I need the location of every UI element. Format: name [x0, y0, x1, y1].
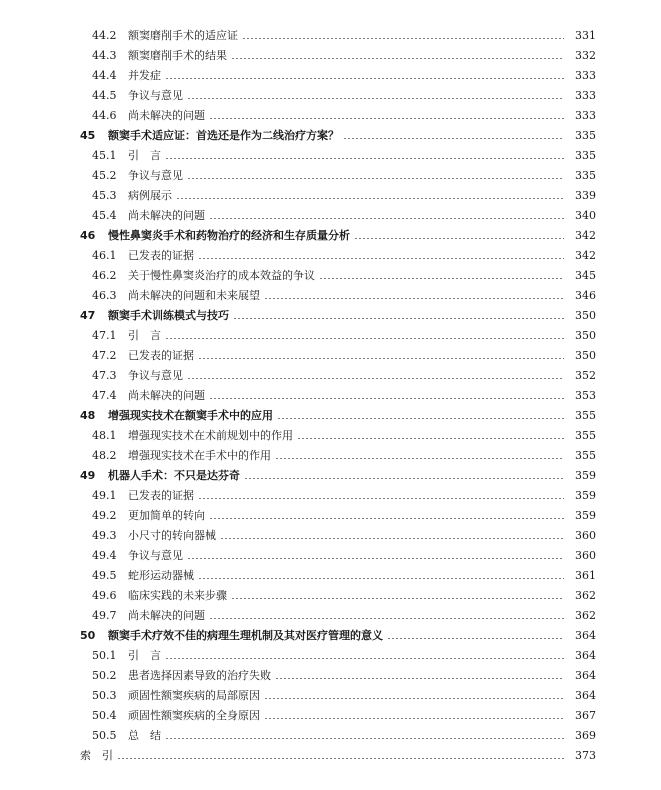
toc-entry-page-number: 350 [575, 309, 596, 322]
toc-entry-page-number: 369 [575, 729, 596, 742]
dot-leader [198, 498, 564, 499]
dot-leader [319, 278, 564, 279]
toc-entry-number: 48.1 [92, 429, 117, 442]
toc-entry-page-number: 367 [575, 709, 596, 722]
toc-entry-page-number: 359 [575, 469, 596, 482]
toc-entry-title: 顽固性额窦疾病的全身原因 [128, 709, 260, 722]
dot-leader [220, 538, 564, 539]
toc-entry-title: 额窦磨削手术的适应证 [128, 29, 238, 42]
toc-entry-title: 尚未解决的问题 [128, 109, 205, 122]
toc-section-entry [0, 366, 661, 386]
toc-section-entry [0, 106, 661, 126]
toc-entry-title: 尚未解决的问题 [128, 609, 205, 622]
toc-chapter-entry [0, 626, 661, 646]
toc-section-entry [0, 506, 661, 526]
toc-entry-number: 45.3 [92, 189, 117, 202]
toc-entry-title: 引 言 [128, 329, 161, 342]
toc-entry-page-number: 345 [575, 269, 596, 282]
toc-entry-page-number: 350 [575, 349, 596, 362]
toc-entry-number: 44.4 [92, 69, 117, 82]
dot-leader [187, 178, 564, 179]
toc-section-entry [0, 546, 661, 566]
toc-entry-title: 争议与意见 [128, 369, 183, 382]
toc-entry-number: 45.4 [92, 209, 117, 222]
dot-leader [165, 158, 564, 159]
toc-entry-title: 尚未解决的问题 [128, 389, 205, 402]
toc-entry-title: 蛇形运动器械 [128, 569, 194, 582]
toc-entry-number: 47.4 [92, 389, 117, 402]
toc-entry-number: 50 [80, 629, 96, 642]
table-of-contents [0, 26, 661, 766]
toc-entry-number: 44.5 [92, 89, 117, 102]
toc-entry-page-number: 342 [575, 229, 596, 242]
toc-chapter-entry [0, 126, 661, 146]
toc-entry-title: 临床实践的未来步骤 [128, 589, 227, 602]
toc-section-entry [0, 26, 661, 46]
toc-entry-number: 49 [80, 469, 96, 482]
toc-index-entry [0, 746, 661, 766]
toc-entry-page-number: 364 [575, 669, 596, 682]
toc-section-entry [0, 686, 661, 706]
toc-entry-title: 额窦磨削手术的结果 [128, 49, 227, 62]
toc-entry-page-number: 360 [575, 529, 596, 542]
dot-leader [198, 358, 564, 359]
toc-entry-title: 争议与意见 [128, 89, 183, 102]
dot-leader [117, 758, 564, 759]
toc-chapter-entry [0, 466, 661, 486]
toc-entry-page-number: 362 [575, 609, 596, 622]
toc-entry-number: 48 [80, 409, 96, 422]
toc-entry-title: 增强现实技术在额窦手术中的应用 [108, 409, 273, 422]
toc-entry-title: 额窦手术训练模式与技巧 [108, 309, 229, 322]
toc-entry-title: 并发症 [128, 69, 161, 82]
toc-entry-title: 病例展示 [128, 189, 172, 202]
toc-entry-title: 增强现实技术在手术中的作用 [128, 449, 271, 462]
toc-chapter-entry [0, 306, 661, 326]
dot-leader [198, 258, 564, 259]
dot-leader [242, 38, 564, 39]
toc-entry-page-number: 355 [575, 449, 596, 462]
toc-entry-title: 尚未解决的问题和未来展望 [128, 289, 260, 302]
dot-leader [209, 618, 564, 619]
toc-entry-number: 46 [80, 229, 96, 242]
toc-entry-title: 小尺寸的转向器械 [128, 529, 216, 542]
toc-section-entry [0, 726, 661, 746]
toc-entry-title: 引 言 [128, 649, 161, 662]
toc-section-entry [0, 326, 661, 346]
toc-entry-page-number: 353 [575, 389, 596, 402]
dot-leader [233, 318, 564, 319]
dot-leader [244, 478, 564, 479]
toc-entry-number: 49.1 [92, 489, 117, 502]
toc-entry-title: 索 引 [80, 749, 113, 762]
toc-entry-page-number: 364 [575, 649, 596, 662]
dot-leader [264, 718, 564, 719]
dot-leader [209, 218, 564, 219]
toc-chapter-entry [0, 406, 661, 426]
toc-entry-page-number: 373 [575, 749, 596, 762]
toc-section-entry [0, 46, 661, 66]
toc-entry-page-number: 360 [575, 549, 596, 562]
toc-entry-number: 49.2 [92, 509, 117, 522]
toc-entry-page-number: 364 [575, 689, 596, 702]
toc-entry-page-number: 339 [575, 189, 596, 202]
toc-entry-number: 47.2 [92, 349, 117, 362]
dot-leader [275, 678, 564, 679]
toc-entry-title: 尚未解决的问题 [128, 209, 205, 222]
toc-entry-title: 更加简单的转向 [128, 509, 205, 522]
dot-leader [275, 458, 564, 459]
toc-entry-number: 49.4 [92, 549, 117, 562]
toc-entry-number: 49.7 [92, 609, 117, 622]
toc-entry-page-number: 361 [575, 569, 596, 582]
toc-section-entry [0, 246, 661, 266]
dot-leader [176, 198, 564, 199]
toc-section-entry [0, 206, 661, 226]
toc-entry-page-number: 352 [575, 369, 596, 382]
toc-entry-number: 50.2 [92, 669, 117, 682]
toc-entry-title: 引 言 [128, 149, 161, 162]
toc-entry-number: 47.3 [92, 369, 117, 382]
dot-leader [277, 418, 564, 419]
toc-entry-page-number: 340 [575, 209, 596, 222]
toc-entry-number: 49.3 [92, 529, 117, 542]
toc-section-entry [0, 66, 661, 86]
toc-entry-title: 关于慢性鼻窦炎治疗的成本效益的争议 [128, 269, 315, 282]
toc-section-entry [0, 646, 661, 666]
toc-entry-page-number: 335 [575, 129, 596, 142]
dot-leader [264, 698, 564, 699]
dot-leader [354, 238, 564, 239]
dot-leader [231, 58, 564, 59]
toc-entry-page-number: 350 [575, 329, 596, 342]
toc-entry-number: 50.1 [92, 649, 117, 662]
toc-entry-page-number: 342 [575, 249, 596, 262]
toc-entry-page-number: 359 [575, 489, 596, 502]
toc-entry-page-number: 362 [575, 589, 596, 602]
dot-leader [165, 338, 564, 339]
toc-entry-page-number: 333 [575, 69, 596, 82]
toc-entry-number: 50.3 [92, 689, 117, 702]
toc-entry-title: 已发表的证据 [128, 349, 194, 362]
toc-section-entry [0, 526, 661, 546]
dot-leader [209, 118, 564, 119]
toc-entry-title: 已发表的证据 [128, 489, 194, 502]
toc-entry-number: 44.6 [92, 109, 117, 122]
dot-leader [198, 578, 564, 579]
toc-entry-title: 额窦手术疗效不佳的病理生理机制及其对医疗管理的意义 [108, 629, 383, 642]
dot-leader [187, 98, 564, 99]
toc-entry-number: 45.1 [92, 149, 117, 162]
toc-section-entry [0, 446, 661, 466]
toc-section-entry [0, 346, 661, 366]
dot-leader [231, 598, 564, 599]
dot-leader [264, 298, 564, 299]
toc-section-entry [0, 706, 661, 726]
toc-entry-title: 顽固性额窦疾病的局部原因 [128, 689, 260, 702]
toc-entry-number: 45 [80, 129, 96, 142]
toc-entry-page-number: 355 [575, 429, 596, 442]
toc-entry-number: 50.5 [92, 729, 117, 742]
toc-section-entry [0, 486, 661, 506]
toc-section-entry [0, 286, 661, 306]
toc-entry-number: 44.2 [92, 29, 117, 42]
toc-entry-title: 机器人手术：不只是达芬奇 [108, 469, 240, 482]
toc-section-entry [0, 386, 661, 406]
toc-entry-page-number: 333 [575, 109, 596, 122]
toc-entry-number: 50.4 [92, 709, 117, 722]
dot-leader [387, 638, 564, 639]
toc-entry-title: 增强现实技术在术前规划中的作用 [128, 429, 293, 442]
toc-entry-page-number: 333 [575, 89, 596, 102]
toc-section-entry [0, 666, 661, 686]
toc-entry-number: 46.3 [92, 289, 117, 302]
dot-leader [165, 78, 564, 79]
toc-section-entry [0, 426, 661, 446]
toc-section-entry [0, 86, 661, 106]
toc-entry-number: 48.2 [92, 449, 117, 462]
toc-entry-title: 患者选择因素导致的治疗失败 [128, 669, 271, 682]
toc-entry-page-number: 364 [575, 629, 596, 642]
toc-entry-title: 争议与意见 [128, 169, 183, 182]
toc-section-entry [0, 566, 661, 586]
toc-section-entry [0, 166, 661, 186]
dot-leader [187, 558, 564, 559]
dot-leader [165, 738, 564, 739]
toc-entry-title: 总 结 [128, 729, 161, 742]
toc-entry-page-number: 359 [575, 509, 596, 522]
toc-section-entry [0, 266, 661, 286]
toc-entry-page-number: 335 [575, 149, 596, 162]
toc-chapter-entry [0, 226, 661, 246]
dot-leader [187, 378, 564, 379]
toc-entry-number: 49.5 [92, 569, 117, 582]
toc-entry-title: 争议与意见 [128, 549, 183, 562]
toc-entry-number: 46.1 [92, 249, 117, 262]
toc-entry-number: 49.6 [92, 589, 117, 602]
toc-entry-title: 慢性鼻窦炎手术和药物治疗的经济和生存质量分析 [108, 229, 350, 242]
toc-entry-page-number: 332 [575, 49, 596, 62]
toc-entry-number: 47.1 [92, 329, 117, 342]
toc-entry-number: 45.2 [92, 169, 117, 182]
toc-section-entry [0, 606, 661, 626]
toc-section-entry [0, 586, 661, 606]
toc-section-entry [0, 146, 661, 166]
dot-leader [343, 138, 564, 139]
dot-leader [297, 438, 564, 439]
toc-entry-number: 44.3 [92, 49, 117, 62]
toc-section-entry [0, 186, 661, 206]
toc-entry-page-number: 346 [575, 289, 596, 302]
toc-entry-page-number: 335 [575, 169, 596, 182]
dot-leader [209, 518, 564, 519]
toc-entry-page-number: 355 [575, 409, 596, 422]
toc-entry-number: 47 [80, 309, 96, 322]
toc-entry-page-number: 331 [575, 29, 596, 42]
dot-leader [209, 398, 564, 399]
toc-entry-number: 46.2 [92, 269, 117, 282]
dot-leader [165, 658, 564, 659]
toc-entry-title: 已发表的证据 [128, 249, 194, 262]
toc-entry-title: 额窦手术适应证：首选还是作为二线治疗方案？ [108, 129, 339, 142]
